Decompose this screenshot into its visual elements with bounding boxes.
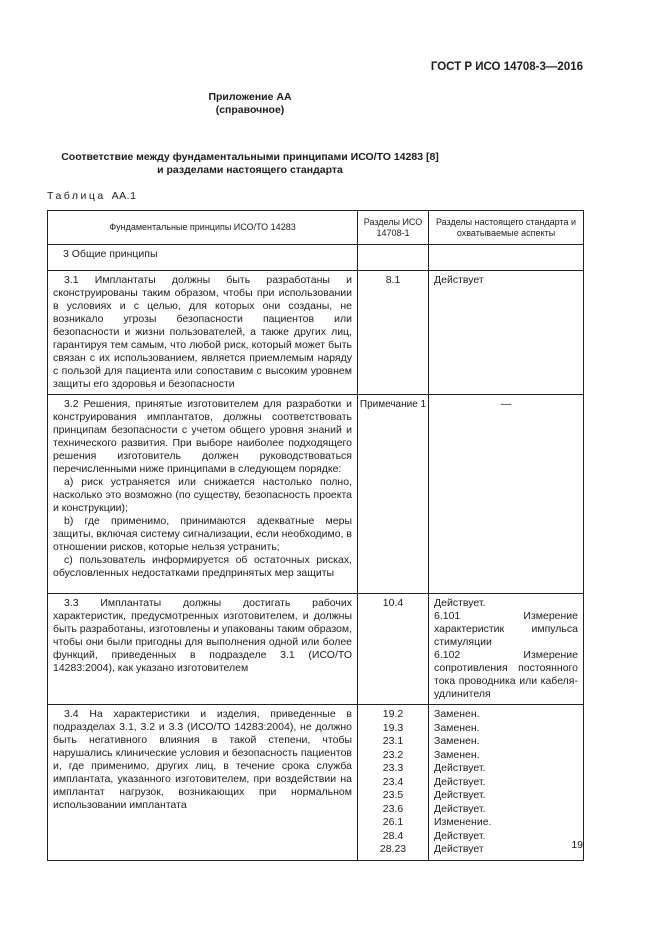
- iso-section-item: 23.3: [382, 762, 404, 774]
- col-header-iso-sections: Разделы ИСО 14708-1: [358, 211, 429, 245]
- status-item: Изменение.: [434, 816, 492, 828]
- principle-3-1-text: 3.1 Имплантаты должны быть разработаны и сконструированы таким образом, чтобы при использовании в условиях и с целью, для которых они созданы, не возникало угрозы безопасности пациентов или безопасности и жизни пользователей, а также других лиц, гарантируя тем самым, что любой риск, который может быть связан с их использованием, является приемлемым наряду с пользой для пациента или сопоставим с высоким уровнем защиты его здоровья и безопасности: [53, 274, 352, 390]
- iso-section-item: 23.6: [382, 802, 404, 815]
- iso-section-3-1: 8.1: [358, 271, 429, 395]
- principle-3-2-intro: 3.2 Решения, принятые изготовителем для разработки и конструирования имплантатов, должны соответствовать принципам безопасности с учетом общего уровня знаний и технического развития. При выборе наиболее подходящего решения изготовитель должен руководствоваться перечисленными ниже принципами в следующем порядке:: [53, 398, 352, 475]
- col-header-principles: Фундаментальные принципы ИСО/ТО 14283: [48, 211, 358, 245]
- status-item: Действует: [434, 843, 484, 855]
- iso-sections-3-4-cell: [358, 705, 429, 861]
- title-line-2: и разделами настоящего стандарта: [157, 164, 343, 176]
- principle-3-2-item-a: а) риск устраняется или снижается настолько полно, насколько это возможно (по существу, безопасность проекта и конструкции);: [53, 476, 352, 514]
- table-caption-number: АА.1: [111, 190, 137, 202]
- status-item: Заменен.: [434, 748, 480, 761]
- page-number: 19: [571, 839, 583, 851]
- status-item: Заменен.: [434, 721, 480, 734]
- iso-section-item: 28.4: [382, 829, 404, 842]
- principle-3-4-cell: [48, 705, 358, 861]
- principle-3-3-cell: [48, 594, 358, 705]
- status-3-3-line-3: 6.102 Измерение сопротивления постоянного тока проводника или кабеля-удлинителя: [434, 649, 578, 700]
- status-item: Действует.: [434, 789, 486, 801]
- standard-number: ГОСТ Р ИСО 14708-3—2016: [430, 61, 583, 73]
- appendix-heading: [0, 91, 500, 117]
- appendix-kind: (справочное): [215, 104, 285, 116]
- status-item: Заменен.: [434, 735, 480, 747]
- iso-section-item: 19.3: [382, 721, 404, 734]
- appendix-label: Приложение АА: [208, 91, 292, 103]
- status-3-3-cell: [429, 594, 584, 705]
- iso-section-3-2: Примечание 1: [358, 395, 429, 594]
- iso-section-item: 23.4: [382, 775, 404, 788]
- iso-section-item: 19.2: [382, 708, 404, 720]
- statuses-3-4-cell: [429, 705, 584, 861]
- status-item: Действует.: [434, 802, 486, 815]
- section-heading-row: [48, 245, 584, 271]
- status-3-1: [429, 271, 584, 395]
- iso-section-item: 23.1: [382, 735, 404, 747]
- empty-cell: [358, 245, 429, 271]
- status-item: Действует.: [434, 762, 486, 774]
- status-3-1-text: Действует: [434, 274, 484, 286]
- status-3-3-line-1: Действует.: [434, 597, 486, 609]
- principle-3-2-item-b: b) где применимо, принимаются адекватные меры защиты, включая систему сигнализации, если необходимо, в отношении рисков, которые нельзя устранить;: [53, 515, 352, 553]
- iso-section-3-3: 10.4: [358, 594, 429, 705]
- iso-section-item: 23.5: [382, 789, 404, 801]
- title-line-1: Соответствие между фундаментальными принципами ИСО/ТО 14283 [8]: [61, 151, 439, 163]
- table-caption-word: Таблица: [47, 190, 106, 202]
- principle-3-1-cell: [48, 271, 358, 395]
- section-heading-cell: 3 Общие принципы: [48, 245, 358, 271]
- table-header-row: [48, 211, 584, 245]
- status-3-2: —: [429, 395, 584, 594]
- principle-3-4-text: 3.4 На характеристики и изделия, приведенные в подразделах 3.1, 3.2 и 3.3 (ИСО/ТО 14283:2004), не должно быть негативного влияния в такой степени, чтобы нарушались клинические условия и безопасность пациентов и, где применимо, других лиц, в течение срока служба имплантата, указанного изготовителем, при воздействии на имплантат нагрузок, возникающих при нормальном использовании имплантата: [53, 708, 352, 811]
- row-3-1: [48, 271, 584, 395]
- empty-cell: [429, 245, 584, 271]
- iso-section-item: 23.2: [382, 748, 404, 761]
- status-3-3-line-2: 6.101 Измерение характеристик импульса стимуляции: [434, 610, 578, 648]
- status-item: Заменен.: [434, 708, 480, 720]
- status-item: Действует.: [434, 775, 486, 788]
- principle-3-3-text: 3.3 Имплантаты должны достигать рабочих характеристик, предусмотренных изготовителем, и должны быть разработаны, изготовлены и упакованы таким образом, чтобы они были пригодны для выполнения одной или более функций, приведенных в подразделе 3.1 (ИСО/ТО 14283:2004), как указано изготовителем: [53, 597, 353, 674]
- correspondence-table: [47, 210, 584, 861]
- document-title: [0, 151, 500, 177]
- table-caption: [47, 190, 136, 202]
- row-3-3: [48, 594, 584, 705]
- iso-section-item: 26.1: [382, 816, 404, 828]
- principle-3-2-item-c: c) пользователь информируется об остаточных рисках, обусловленных недостатками предпринятых мер защиты: [53, 554, 352, 579]
- col-header-standard-sections: Разделы настоящего стандарта и охватываемые аспекты: [429, 211, 584, 245]
- status-item: Действует.: [434, 829, 486, 842]
- row-3-2: [48, 395, 584, 594]
- principle-3-2-cell: [48, 395, 358, 594]
- row-3-4: [48, 705, 584, 861]
- iso-section-item: 28.23: [379, 843, 407, 855]
